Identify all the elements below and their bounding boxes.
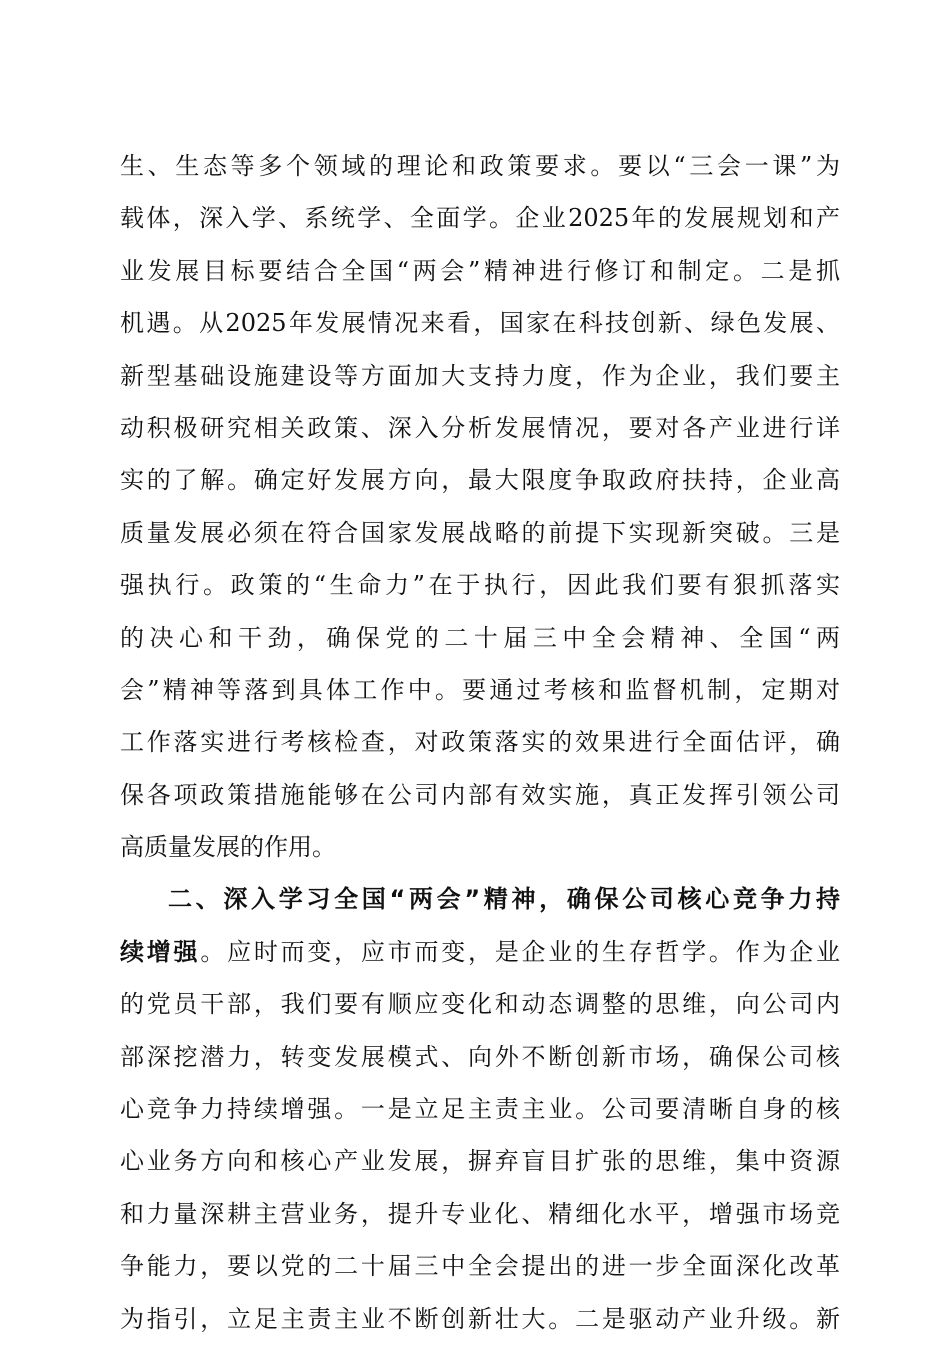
text-line: 载体，深入学、系统学、全面学。企业2025年的发展规划和产 — [120, 204, 840, 233]
text-line: 部深挖潜力，转变发展模式、向外不断创新市场，确保公司核 — [120, 1042, 840, 1071]
text-line: 为指引，立足主责主业不断创新壮大。二是驱动产业升级。新 — [120, 1304, 840, 1333]
text-line: 工作落实进行考核检查，对政策落实的效果进行全面估评，确 — [120, 728, 840, 757]
section-2 — [120, 873, 840, 1345]
text-line: 争能力，要以党的二十届三中全会提出的进一步全面深化改革 — [120, 1252, 840, 1281]
text-line: 的决心和干劲，确保党的二十届三中全会精神、全国“两 — [120, 623, 840, 652]
text-line: 业发展目标要结合全国“两会”精神进行修订和制定。二是抓 — [120, 256, 840, 285]
text-line: 和力量深耕主营业务，提升专业化、精细化水平，增强市场竞 — [120, 1199, 840, 1228]
text-line: 心业务方向和核心产业发展，摒弃盲目扩张的思维，集中资源 — [120, 1147, 840, 1176]
document-body — [120, 140, 840, 1345]
text-line: 强执行。政策的“生命力”在于执行，因此我们要有狠抓落实 — [120, 571, 840, 600]
text-line: 高质量发展的作用。 — [120, 833, 336, 862]
text-line: 心竞争力持续增强。一是立足主责主业。公司要清晰自身的核 — [120, 1095, 840, 1124]
text-line: 的党员干部，我们要有顺应变化和动态调整的思维，向公司内 — [120, 990, 840, 1019]
text-line: 会”精神等落到具体工作中。要通过考核和监督机制，定期对 — [120, 675, 840, 704]
text-line: 生、生态等多个领域的理论和政策要求。要以“三会一课”为 — [120, 152, 840, 180]
text-line: 新型基础设施建设等方面加大支持力度，作为企业，我们要主 — [120, 361, 840, 390]
paragraph-1 — [120, 140, 840, 873]
text-line: 机遇。从2025年发展情况来看，国家在科技创新、绿色发展、 — [120, 309, 840, 338]
section-heading-end: 续增强 — [120, 937, 201, 966]
text-line: 质量发展必须在符合国家发展战略的前提下实现新突破。三是 — [120, 518, 840, 547]
section-heading-line: 二、深入学习全国“两会”精神，确保公司核心竞争力持 — [168, 885, 840, 914]
text-line: 实的了解。确定好发展方向，最大限度争取政府扶持，企业高 — [120, 466, 840, 495]
text-line — [120, 926, 840, 978]
text-line: 保各项政策措施能够在公司内部有效实施，真正发挥引领公司 — [120, 780, 840, 809]
text-line: 动积极研究相关政策、深入分析发展情况，要对各产业进行详 — [120, 413, 840, 442]
text-span: 。应时而变，应市而变，是企业的生存哲学。作为企业 — [200, 937, 840, 966]
